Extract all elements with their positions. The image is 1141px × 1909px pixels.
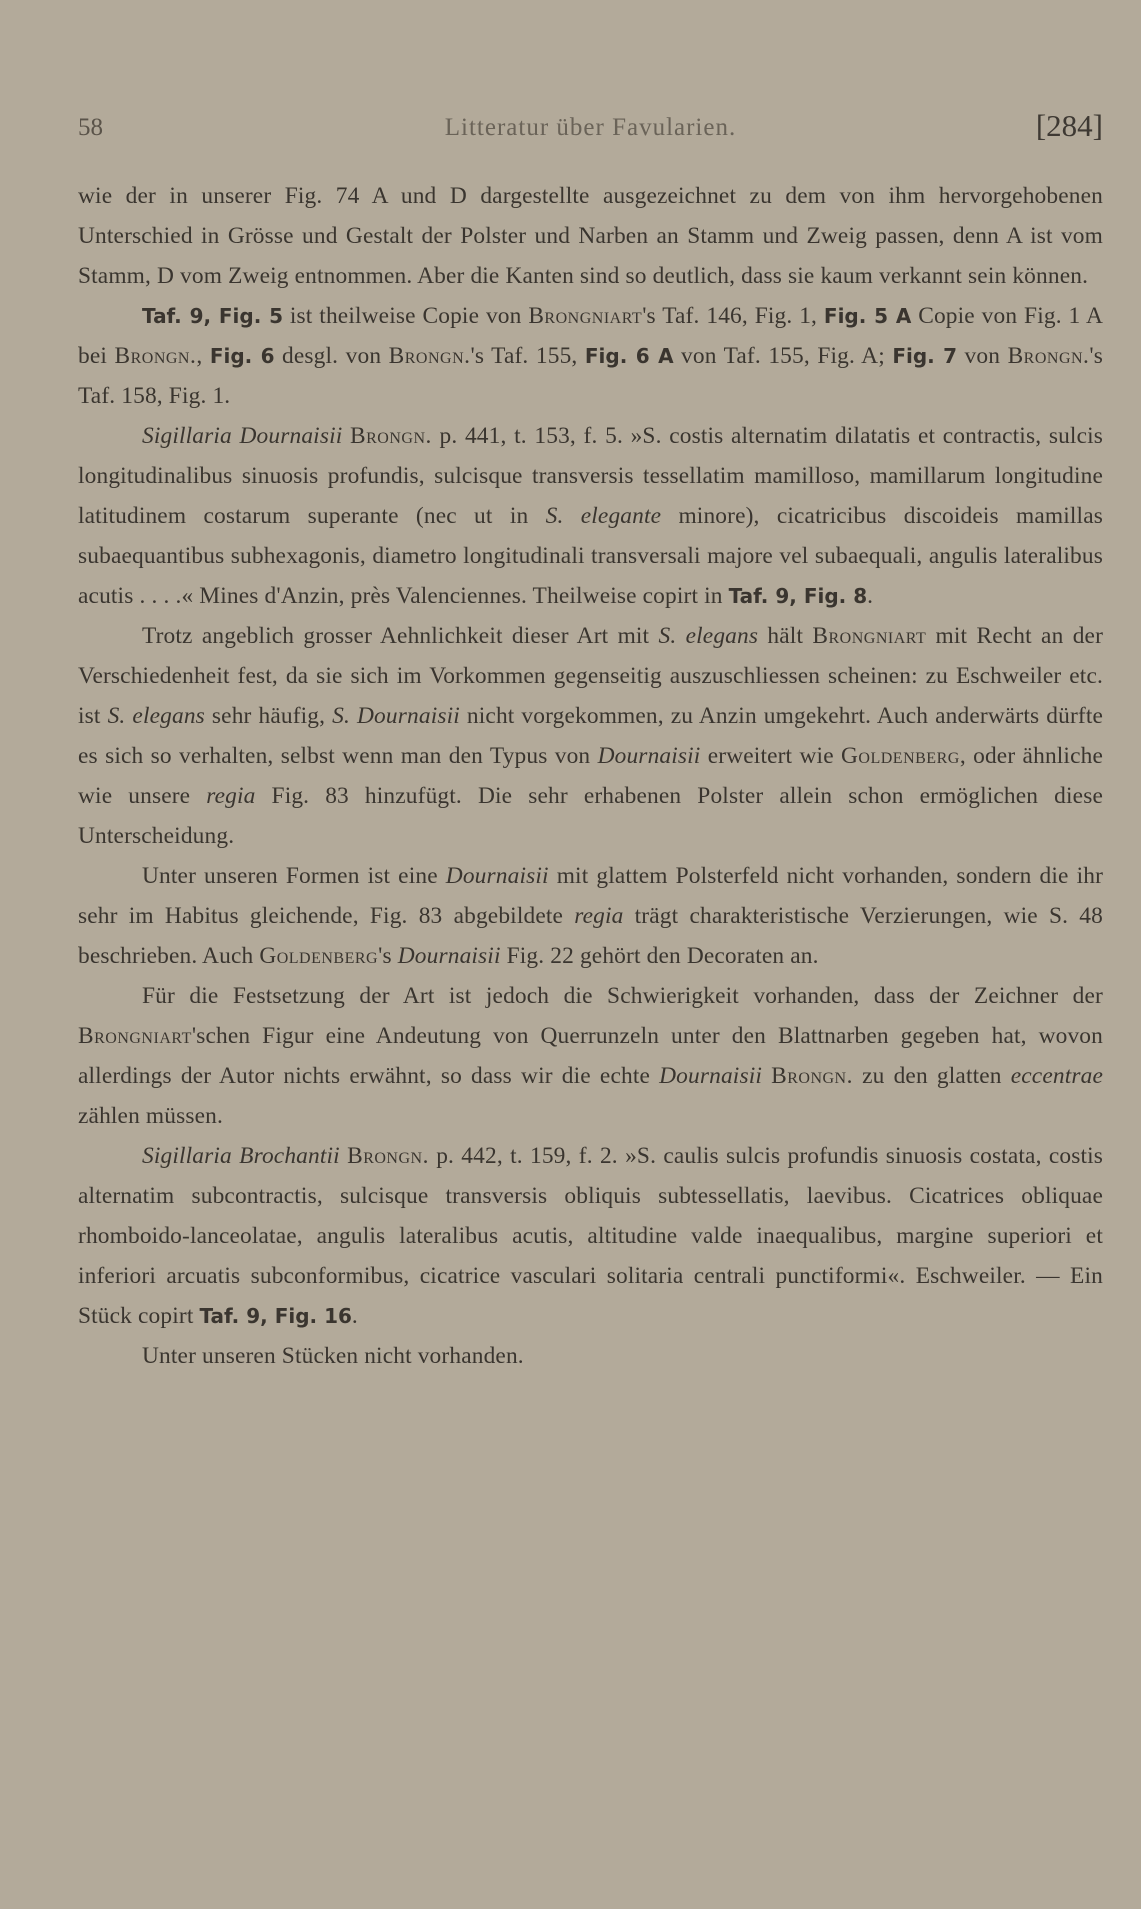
figure-ref: Taf. 9, Fig. 16: [199, 1304, 352, 1328]
bracket-page-number: [284]: [1035, 108, 1103, 143]
paragraph-8: [78, 1336, 1103, 1376]
species-name: eccentrae: [1010, 1063, 1103, 1089]
running-title: Litteratur über Favularien.: [444, 114, 737, 141]
text-run: trägt charakteristische Verzierungen, wie S. 48 beschrieben. Auch: [78, 903, 1103, 969]
author-name: Goldenberg: [259, 943, 379, 969]
text-run: zählen müssen.: [78, 1103, 224, 1129]
species-name: regia: [574, 903, 624, 929]
paragraph-3: [78, 416, 1103, 616]
text-run: Für die Festsetzung der Art ist jedoch die Schwierigkeit vorhanden, dass der Zeichner der: [142, 983, 1103, 1009]
figure-ref: Fig. 6: [209, 344, 275, 368]
text-run: 's: [378, 943, 398, 969]
text-run: Fig. 83 hinzufügt. Die sehr erhabenen Polster allein schon ermöglichen diese Unterscheidung.: [78, 783, 1103, 849]
author-name: Brongniart: [528, 303, 643, 329]
figure-ref: Taf. 9, Fig. 8: [728, 584, 868, 608]
species-name: Dournaisii: [445, 863, 549, 889]
species-name: Sigillaria Brochantii: [142, 1143, 340, 1169]
text-run: Unter unseren Formen ist eine: [142, 863, 446, 889]
text-run: , oder ähnliche wie unsere: [78, 743, 1103, 809]
paragraph-6: [78, 976, 1103, 1136]
text-run: Trotz angeblich grosser Aehnlichkeit dieser Art mit: [142, 623, 659, 649]
text-run: nicht vorgekommen, zu Anzin umgekehrt. Auch anderwärts dürfte es sich so verhalten, selbst wenn man den Typus von: [78, 703, 1104, 769]
text-run: 'schen Figur eine Andeutung von Querrunzeln unter den Blattnarben gegeben hat, wovon allerdings der Autor nichts erwähnt, so dass wir die echte: [78, 1023, 1103, 1089]
text-run: mit glattem Polsterfeld nicht vorhanden, sondern die ihr sehr im Habitus gleichende, Fig. 83 abgebildete: [78, 863, 1104, 929]
paragraph-7: [78, 1136, 1103, 1336]
author-name: Brongn.: [347, 1143, 429, 1169]
author-name: Brongn.: [114, 343, 197, 369]
species-name: S. Dournaisii: [332, 703, 460, 729]
text-run: .: [867, 583, 874, 609]
species-name: Sigillaria Dournaisii: [142, 423, 343, 449]
text-run: sehr häufig,: [204, 703, 333, 729]
figure-ref: Fig. 7: [892, 344, 958, 368]
text-run: desgl. von: [274, 343, 389, 369]
species-name: Dournaisii: [597, 743, 701, 769]
figure-ref: Fig. 5 A: [823, 304, 912, 328]
species-name: S. elegante: [545, 503, 662, 529]
author-name: Goldenberg: [841, 743, 960, 769]
text-run: 's Taf. 155,: [470, 343, 585, 369]
author-name: Brongn.: [1007, 343, 1090, 369]
text-run: mit Recht an der Verschiedenheit fest, da sie sich im Vorkommen gegenseitig auszuschliessen scheinen: zu Eschweiler etc. ist: [78, 623, 1104, 729]
text-run: 's Taf. 146, Fig. 1,: [642, 303, 824, 329]
paragraph-5: [78, 856, 1103, 976]
text-run: ,: [196, 343, 210, 369]
text-run: p. 442, t. 159, f. 2. »S. caulis sulcis profundis sinuosis costata, costis alternatim subcontractis, sulcisque transversis obliquis subtessellatis, laevibus. Cicatrices obliquae rhomboido-lanceolatae, angulis lateralibus acutis, altitudine valde inaequalibus, margine superiori et inferiori arcuatis subconformibus, cicatrice vasculari solitaria centrali punctiformi«. Eschweiler. — Ein Stück copirt: [78, 1143, 1104, 1329]
author-name: Brongn.: [771, 1063, 853, 1089]
text-run: p. 441, t. 153, f. 5. »S. costis alternatim dilatatis et contractis, sulcis longitudinalibus sinuosis profundis, sulcisque transversis tessellatim mamilloso, mamillarum longitudine latitudinem costarum superante (nec ut in: [78, 423, 1104, 529]
paragraph-4: [78, 616, 1103, 856]
text-run: ist theilweise Copie von: [283, 303, 529, 329]
author-name: Brongn.: [350, 423, 432, 449]
species-name: S. elegans: [107, 703, 205, 729]
text-run: hält: [758, 623, 813, 649]
text-run: minore), cicatricibus discoideis mamillas subaequantibus subhexagonis, diametro longitudinali transversali majore vel subaequali, angulis lateralibus acutis . . . .« Mines d'Anzin, près Valenciennes. Theilweise copirt in: [78, 503, 1103, 609]
text-run: zu den glatten: [852, 1063, 1011, 1089]
author-name: Brongniart: [78, 1023, 192, 1049]
text-run: 's Taf. 158, Fig. 1.: [78, 343, 1104, 409]
running-head: [78, 108, 1103, 152]
figure-ref: Taf. 9, Fig. 5: [142, 304, 284, 328]
species-name: S. elegans: [658, 623, 759, 649]
page-number: 58: [78, 114, 103, 141]
body-text: [78, 176, 1103, 1376]
figure-ref: Fig. 6 A: [584, 344, 674, 368]
text-run: erweitert wie: [700, 743, 842, 769]
paragraph-1: [78, 176, 1103, 296]
text-run: wie der in unserer Fig. 74 A und D dargestellte ausgezeichnet zu dem von ihm hervorgehobenen Unterschied in Grösse und Gestalt der Polster und Narben an Stamm und Zweig passen, denn A ist vom Stamm, D vom Zweig entnommen. Aber die Kanten sind so deutlich, dass sie kaum verkannt sein können.: [78, 183, 1103, 289]
text-run: Copie von Fig. 1 A bei: [78, 303, 1103, 369]
text-run: Unter unseren Stücken nicht vorhanden.: [142, 1343, 524, 1369]
paragraph-2: [78, 296, 1103, 416]
text-run: von Taf. 155, Fig. A;: [673, 343, 893, 369]
species-name: Dournaisii: [659, 1063, 762, 1089]
text-run: von: [957, 343, 1008, 369]
species-name: regia: [206, 783, 256, 809]
text-run: .: [351, 1303, 358, 1329]
author-name: Brongn.: [388, 343, 471, 369]
species-name: Dournaisii: [397, 943, 501, 969]
author-name: Brongniart: [812, 623, 927, 649]
text-run: Fig. 22 gehört den Decoraten an.: [500, 943, 819, 969]
